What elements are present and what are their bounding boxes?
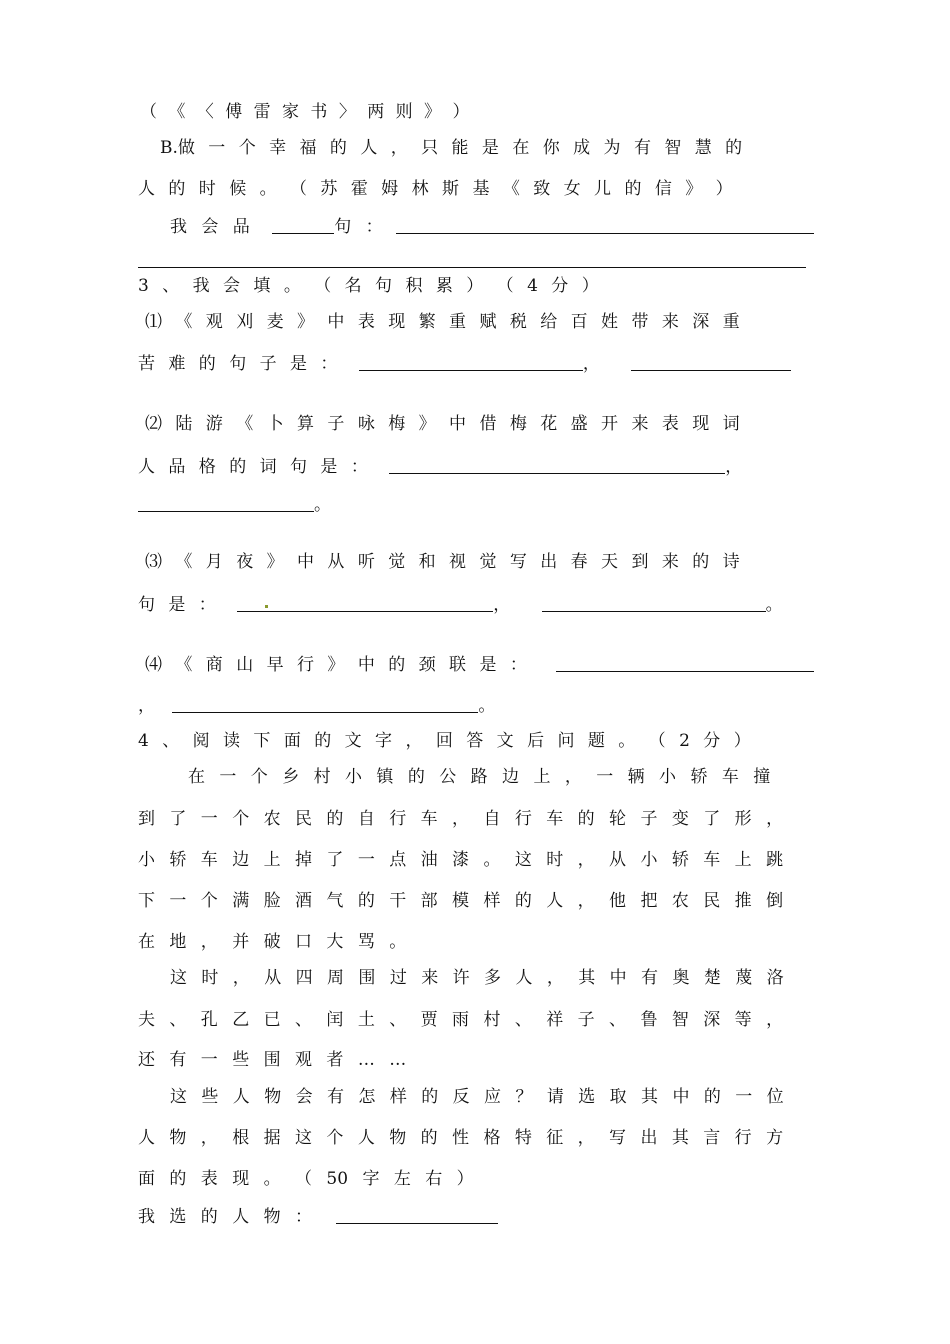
period: 。: [765, 595, 783, 615]
q3-item-2-line-1: ⑵ 陆 游 《 卜 算 子 咏 梅 》 中 借 梅 花 盛 开 来 表 现 词: [145, 414, 740, 434]
q3-item-2-prompt: 人 品 格 的 词 句 是 ：: [138, 457, 368, 477]
q3-item-1-line-2: [138, 352, 791, 375]
passage-line-1: 在 一 个 乡 村 小 镇 的 公 路 边 上 ， 一 辆 小 轿 车 撞: [188, 767, 771, 787]
passage-line-3: 小 轿 车 边 上 掉 了 一 点 油 漆 。 这 时 ， 从 小 轿 车 上 跳: [138, 850, 784, 870]
q3-item-1-line-1: ⑴ 《 观 刈 麦 》 中 表 现 繁 重 赋 税 给 百 姓 带 来 深 重: [145, 312, 740, 332]
q3-item-1-blank-2[interactable]: [631, 354, 791, 371]
appreciation-answer-line-2[interactable]: [138, 267, 806, 268]
appreciation-sentence-label: 句 ：: [334, 217, 383, 237]
question-3-heading: 3 、 我 会 填 。 （ 名 句 积 累 ） （ 4 分 ）: [138, 276, 599, 296]
ink-speck: [265, 605, 268, 608]
quote-line-2: 人 的 时 候 。 （ 苏 霍 姆 林 斯 基 《 致 女 儿 的 信 》 ）: [138, 179, 733, 199]
task-line-1: 这 些 人 物 会 有 怎 样 的 反 应 ？ 请 选 取 其 中 的 一 位: [170, 1087, 784, 1107]
q3-item-3-prompt: 句 是 ：: [138, 595, 216, 615]
question-4-heading: 4 、 阅 读 下 面 的 文 字 ， 回 答 文 后 问 题 。 （ 2 分 ）: [138, 731, 751, 751]
chosen-character-blank[interactable]: [336, 1207, 498, 1224]
comma: ，: [582, 354, 600, 374]
q3-item-4-prompt: ⑷ 《 商 山 早 行 》 中 的 颈 联 是 ：: [145, 655, 527, 675]
quote-line-1: B.做 一 个 幸 福 的 人 ， 只 能 是 在 你 成 为 有 智 慧 的: [160, 138, 743, 158]
q3-item-3-blank-2[interactable]: [542, 595, 766, 612]
q3-item-3-line-1: ⑶ 《 月 夜 》 中 从 听 觉 和 视 觉 写 出 春 天 到 来 的 诗: [145, 552, 740, 572]
passage-line-5: 在 地 ， 并 破 口 大 骂 。: [138, 932, 407, 952]
q3-item-2-line-2: [138, 455, 742, 478]
comma: ，: [493, 595, 511, 615]
appreciation-prompt: [170, 215, 383, 238]
comma: ，: [725, 457, 743, 477]
appreciation-answer-line[interactable]: [396, 233, 814, 234]
task-line-3: 面 的 表 现 。 （ 50 字 左 右 ）: [138, 1169, 474, 1189]
q3-item-4-blank-2[interactable]: [172, 696, 478, 713]
source-citation-fu-lei: （ 《 〈 傅 雷 家 书 〉 两 则 》 ）: [140, 102, 470, 122]
appreciation-label: 我 会 品: [170, 217, 250, 237]
appreciation-blank-short[interactable]: [272, 217, 334, 234]
passage-line-6: 这 时 ， 从 四 周 围 过 来 许 多 人 ， 其 中 有 奥 楚 蔑 洛: [170, 968, 784, 988]
chosen-character-row: [138, 1205, 498, 1228]
q3-item-3-blank-1[interactable]: [237, 595, 493, 612]
q3-item-4-line-2: [138, 694, 495, 717]
q3-item-2-line-3: [138, 493, 331, 516]
q3-item-4-line-1: [145, 654, 527, 676]
q3-item-1-blank-1[interactable]: [359, 354, 583, 371]
comma: ，: [138, 696, 155, 716]
q3-item-4-blank-1[interactable]: [556, 671, 814, 672]
passage-line-7: 夫 、 孔 乙 已 、 闰 土 、 贾 雨 村 、 祥 子 、 鲁 智 深 等 ，: [138, 1010, 784, 1030]
q3-item-1-prompt: 苦 难 的 句 子 是 ：: [138, 354, 338, 374]
q3-item-2-blank-2[interactable]: [138, 495, 314, 512]
period: 。: [314, 495, 331, 515]
task-line-2: 人 物 ， 根 据 这 个 人 物 的 性 格 特 征 ， 写 出 其 言 行 方: [138, 1128, 784, 1148]
q3-item-2-blank-1[interactable]: [389, 457, 725, 474]
chosen-character-label: 我 选 的 人 物 ：: [138, 1207, 313, 1227]
passage-line-4: 下 一 个 满 脸 酒 气 的 干 部 模 样 的 人 ， 他 把 农 民 推 倒: [138, 891, 784, 911]
q3-item-3-line-2: [138, 593, 783, 616]
passage-line-2: 到 了 一 个 农 民 的 自 行 车 ， 自 行 车 的 轮 子 变 了 形 ，: [138, 809, 784, 829]
period: 。: [478, 696, 496, 716]
passage-line-8: 还 有 一 些 围 观 者 … …: [138, 1050, 407, 1070]
